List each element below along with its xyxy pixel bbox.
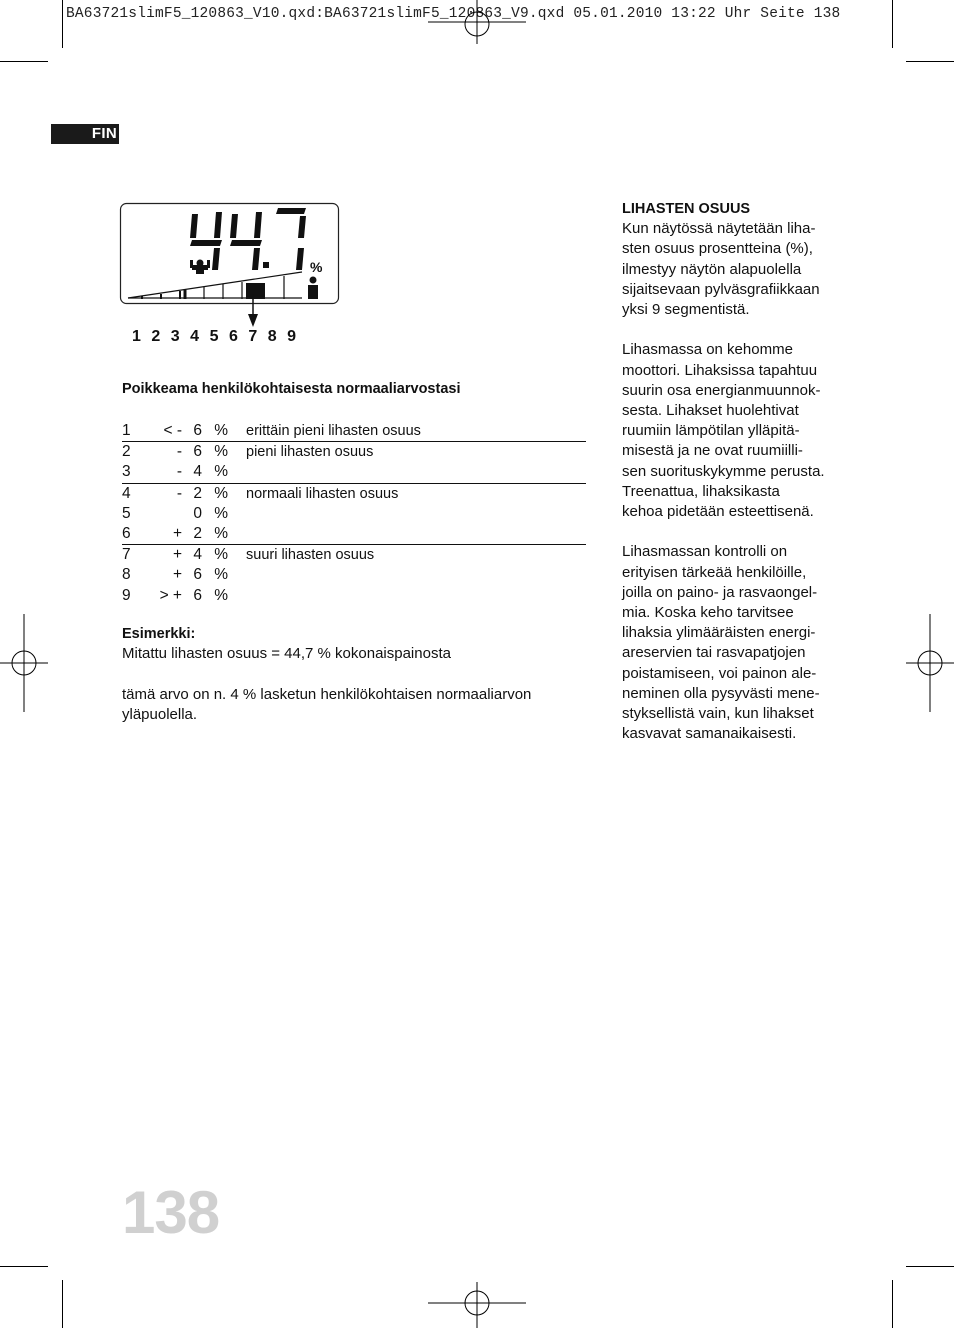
deviation-sign: - [152,442,188,463]
deviation-label: normaali lihasten osuus [228,483,586,504]
deviation-table [122,421,586,606]
deviation-value: 4 [188,545,202,566]
segment-number: 1 [122,422,131,439]
deviation-value: 0 [193,504,202,522]
deviation-label: pieni lihasten osuus [228,442,586,463]
crop-mark [0,1266,48,1267]
segment-number: 4 [122,483,152,504]
deviation-label: suuri lihasten osuus [228,545,586,566]
deviation-value: 6 [193,586,202,604]
crop-mark [62,1280,63,1328]
segment-number: 6 [122,525,131,543]
example-section [122,624,592,725]
example-heading: Esimerkki: [122,626,196,642]
deviation-unit: % [214,586,228,604]
deviation-label: erittäin pieni lihasten osuus [246,423,421,439]
segment-number: 8 [122,566,131,584]
deviation-row [122,483,586,504]
deviation-unit: % [202,545,228,566]
segment-number: 7 [122,545,152,566]
deviation-label [228,524,586,545]
deviation-row [122,524,586,545]
deviation-row [122,442,586,463]
segment-number: 5 [122,504,131,522]
deviation-row [122,421,586,442]
deviation-row [122,565,586,585]
section-heading: LIHASTEN OSUUS [622,201,751,217]
segment-number: 2 [151,328,161,345]
deviation-unit: % [214,566,228,584]
crop-mark [892,0,893,48]
registration-mark-left [0,614,48,712]
deviation-unit: % [214,422,228,439]
segment-number: 2 [122,442,152,463]
crop-mark [892,1280,893,1328]
deviation-sign: + [152,545,188,566]
segment-number: 3 [122,463,131,481]
segment-number: 6 [228,328,238,345]
crop-mark [62,0,63,48]
example-line: tämä arvo on n. 4 % lasketun henkilökohtaisen normaaliarvon yläpuolella. [122,685,532,723]
deviation-value: 6 [188,442,202,463]
segment-number: 1 [132,328,141,345]
deviation-unit: % [202,442,228,463]
deviation-value: 2 [188,483,202,504]
segment-number: 4 [190,328,200,345]
deviation-label [228,565,586,585]
deviation-sign: - [152,483,188,504]
registration-mark-right [906,614,954,712]
deviation-sign: + [172,566,182,584]
deviation-unit: % [202,483,228,504]
deviation-sign: > + [159,586,182,604]
deviation-row [122,462,586,483]
example-line: Mitattu lihasten osuus = 44,7 % kokonaispainosta [122,645,451,663]
deviation-sign [152,504,188,524]
print-slug-line: BA63721slimF5_120863_V10.qxd:BA63721slimF5_120863_V9.qxd 05.01.2010 13:22 Uhr Seite 138 [66,6,841,22]
segment-number: 8 [267,328,277,345]
segment-number: 9 [287,328,297,345]
segment-number: 5 [209,328,219,345]
language-tab: FIN [51,124,119,144]
segment-number-row [132,328,307,346]
deviation-row [122,504,586,524]
deviation-unit: % [214,525,228,543]
paragraph: Lihasmassan kontrolli on erityisen tärkeää henkilöille, joilla on paino- ja rasvaongel- mia. Koska keho tarvitsee lihaksia ylimääräisten energi- areservien tai rasvapatjojen poistamiseen, voi painon ale- neminen olla pysyvästi mene- styksellistä vain, kun lihakset kasvavat samanaikaisesti. [622,543,820,743]
deviation-unit: % [214,463,228,481]
segment-number: 9 [122,586,131,604]
page-number: 138 [122,1179,220,1246]
deviation-value: 2 [193,525,202,543]
scale-lcd-display [118,200,344,332]
deviation-value: 6 [193,566,202,584]
deviation-row [122,545,586,566]
deviation-unit: % [214,504,228,522]
deviation-value: 4 [193,463,202,481]
paragraph: Kun näytössä näytetään liha- sten osuus prosentteina (%), ilmestyy näytön alapuolella sijaitsevaan pylväsgrafiikkaan yksi 9 segmentistä. [622,220,820,319]
lcd-unit: % [310,259,323,275]
crop-mark [906,1266,954,1267]
deviation-sign: < - [163,422,182,439]
muscle-info-column [622,199,852,744]
deviation-label [228,462,586,483]
deviation-label [228,586,586,606]
segment-number: 7 [248,328,258,345]
deviation-value: 6 [193,422,202,439]
paragraph: Lihasmassa on kehomme moottori. Lihaksissa tapahtuu suurin osa energianmuunnok- sesta. Lihakset huolehtivat ruumiin lämpötilan ylläpitä- misestä ja ne ovat ruumiilli- sen suorituskykymme perusta. Treenattua, lihaksikasta kehoa pidetään esteettisenä. [622,341,825,521]
deviation-sign: + [172,525,182,543]
registration-mark-top [428,0,526,44]
deviation-row [122,586,586,606]
crop-mark [906,61,954,62]
segment-number: 3 [170,328,180,345]
deviation-title: Poikkeama henkilökohtaisesta normaaliarvostasi [122,381,461,397]
deviation-label [228,504,586,524]
deviation-sign: - [176,463,182,481]
crop-mark [0,61,48,62]
lcd-decimal-point [263,262,269,268]
registration-mark-bottom [428,1282,526,1328]
